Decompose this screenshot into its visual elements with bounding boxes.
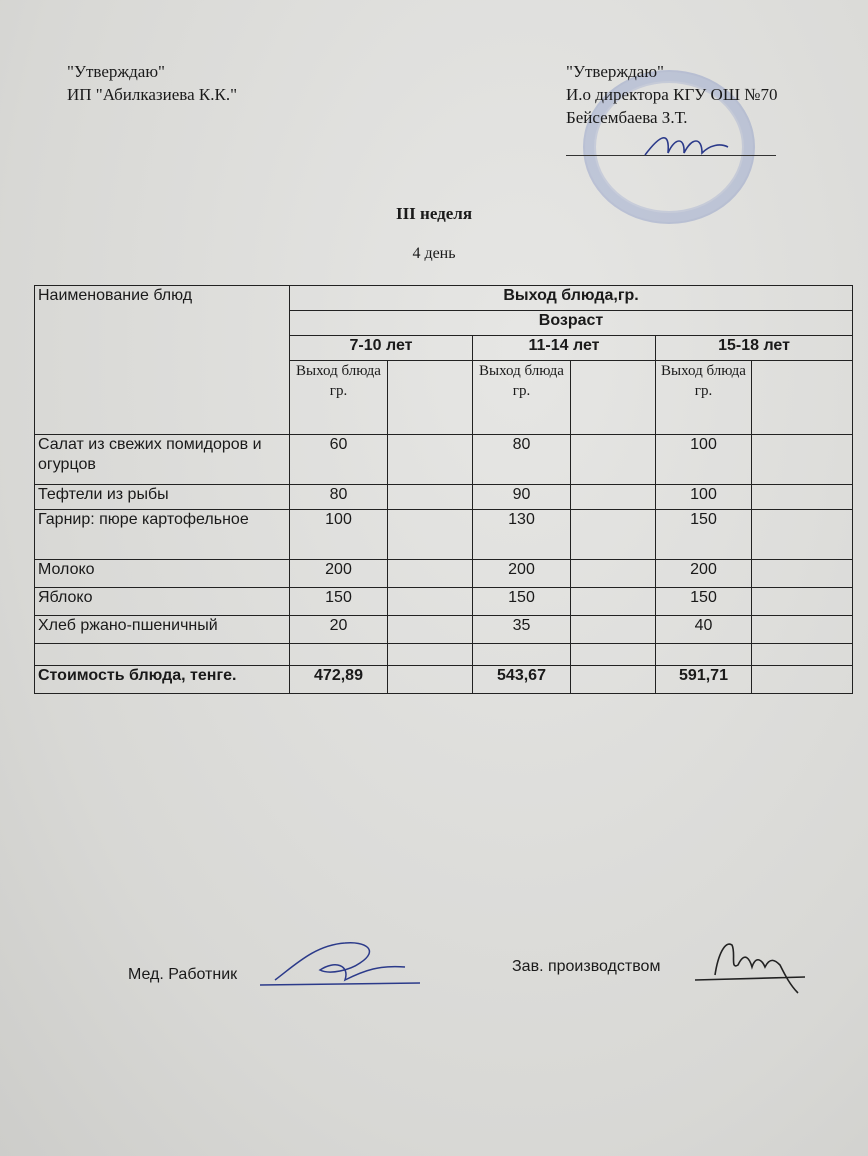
sub-header-2: Выход блюда гр. xyxy=(473,361,571,435)
table-row xyxy=(35,435,853,485)
yield-7-10: 200 xyxy=(290,560,388,588)
dish-name: Тефтели из рыбы xyxy=(35,485,290,510)
approval-right-position: И.о директора КГУ ОШ №70 xyxy=(566,85,778,104)
approval-left-name: ИП "Абилказиева К.К." xyxy=(67,85,238,104)
yield-7-10: 80 xyxy=(290,485,388,510)
dish-name: Гарнир: пюре картофельное xyxy=(35,510,290,560)
dish-name: Молоко xyxy=(35,560,290,588)
cost-row xyxy=(35,666,853,694)
yield-7-10: 100 xyxy=(290,510,388,560)
sub-header-1: Выход блюда гр. xyxy=(290,361,388,435)
header-row-yield xyxy=(35,286,853,311)
menu-table xyxy=(34,285,853,694)
cost-label: Стоимость блюда, тенге. xyxy=(35,666,290,694)
table-row xyxy=(35,485,853,510)
approval-left-word: "Утверждаю" xyxy=(67,62,165,81)
dish-name: Салат из свежих помидоров и огурцов xyxy=(35,435,290,485)
yield-header: Выход блюда,гр. xyxy=(290,286,853,311)
yield-11-14: 200 xyxy=(473,560,571,588)
dish-name: Яблоко xyxy=(35,588,290,616)
table-row xyxy=(35,510,853,560)
approval-right-name: Бейсембаева З.Т. xyxy=(566,108,688,127)
yield-15-18: 100 xyxy=(656,485,752,510)
director-signature xyxy=(640,125,730,165)
yield-15-18: 100 xyxy=(656,435,752,485)
approval-right-word: "Утверждаю" xyxy=(566,62,664,81)
sub-header-3: Выход блюда гр. xyxy=(656,361,752,435)
med-worker-label: Мед. Работник xyxy=(128,966,238,983)
table-row-empty xyxy=(35,644,853,666)
production-head-signature xyxy=(690,935,810,995)
week-title: III неделя xyxy=(395,204,473,223)
age-header: Возраст xyxy=(290,311,853,336)
yield-15-18: 150 xyxy=(656,510,752,560)
age-group-15-18: 15-18 лет xyxy=(656,336,853,361)
yield-7-10: 60 xyxy=(290,435,388,485)
age-group-11-14: 11-14 лет xyxy=(473,336,656,361)
yield-11-14: 150 xyxy=(473,588,571,616)
table-row xyxy=(35,588,853,616)
table-row xyxy=(35,560,853,588)
dish-name: Хлеб ржано-пшеничный xyxy=(35,616,290,644)
name-column-header: Наименование блюд xyxy=(35,286,290,435)
table-row xyxy=(35,616,853,644)
yield-11-14: 90 xyxy=(473,485,571,510)
age-group-7-10: 7-10 лет xyxy=(290,336,473,361)
yield-15-18: 150 xyxy=(656,588,752,616)
yield-11-14: 80 xyxy=(473,435,571,485)
cost-7-10: 472,89 xyxy=(290,666,388,694)
med-worker-signature xyxy=(255,935,425,990)
cost-15-18: 591,71 xyxy=(656,666,752,694)
yield-11-14: 35 xyxy=(473,616,571,644)
yield-15-18: 40 xyxy=(656,616,752,644)
production-head-label: Зав. производством xyxy=(512,958,661,975)
yield-15-18: 200 xyxy=(656,560,752,588)
yield-7-10: 150 xyxy=(290,588,388,616)
day-title: 4 день xyxy=(412,245,456,262)
yield-11-14: 130 xyxy=(473,510,571,560)
approval-left xyxy=(67,60,237,106)
yield-7-10: 20 xyxy=(290,616,388,644)
cost-11-14: 543,67 xyxy=(473,666,571,694)
approval-right xyxy=(566,60,777,129)
